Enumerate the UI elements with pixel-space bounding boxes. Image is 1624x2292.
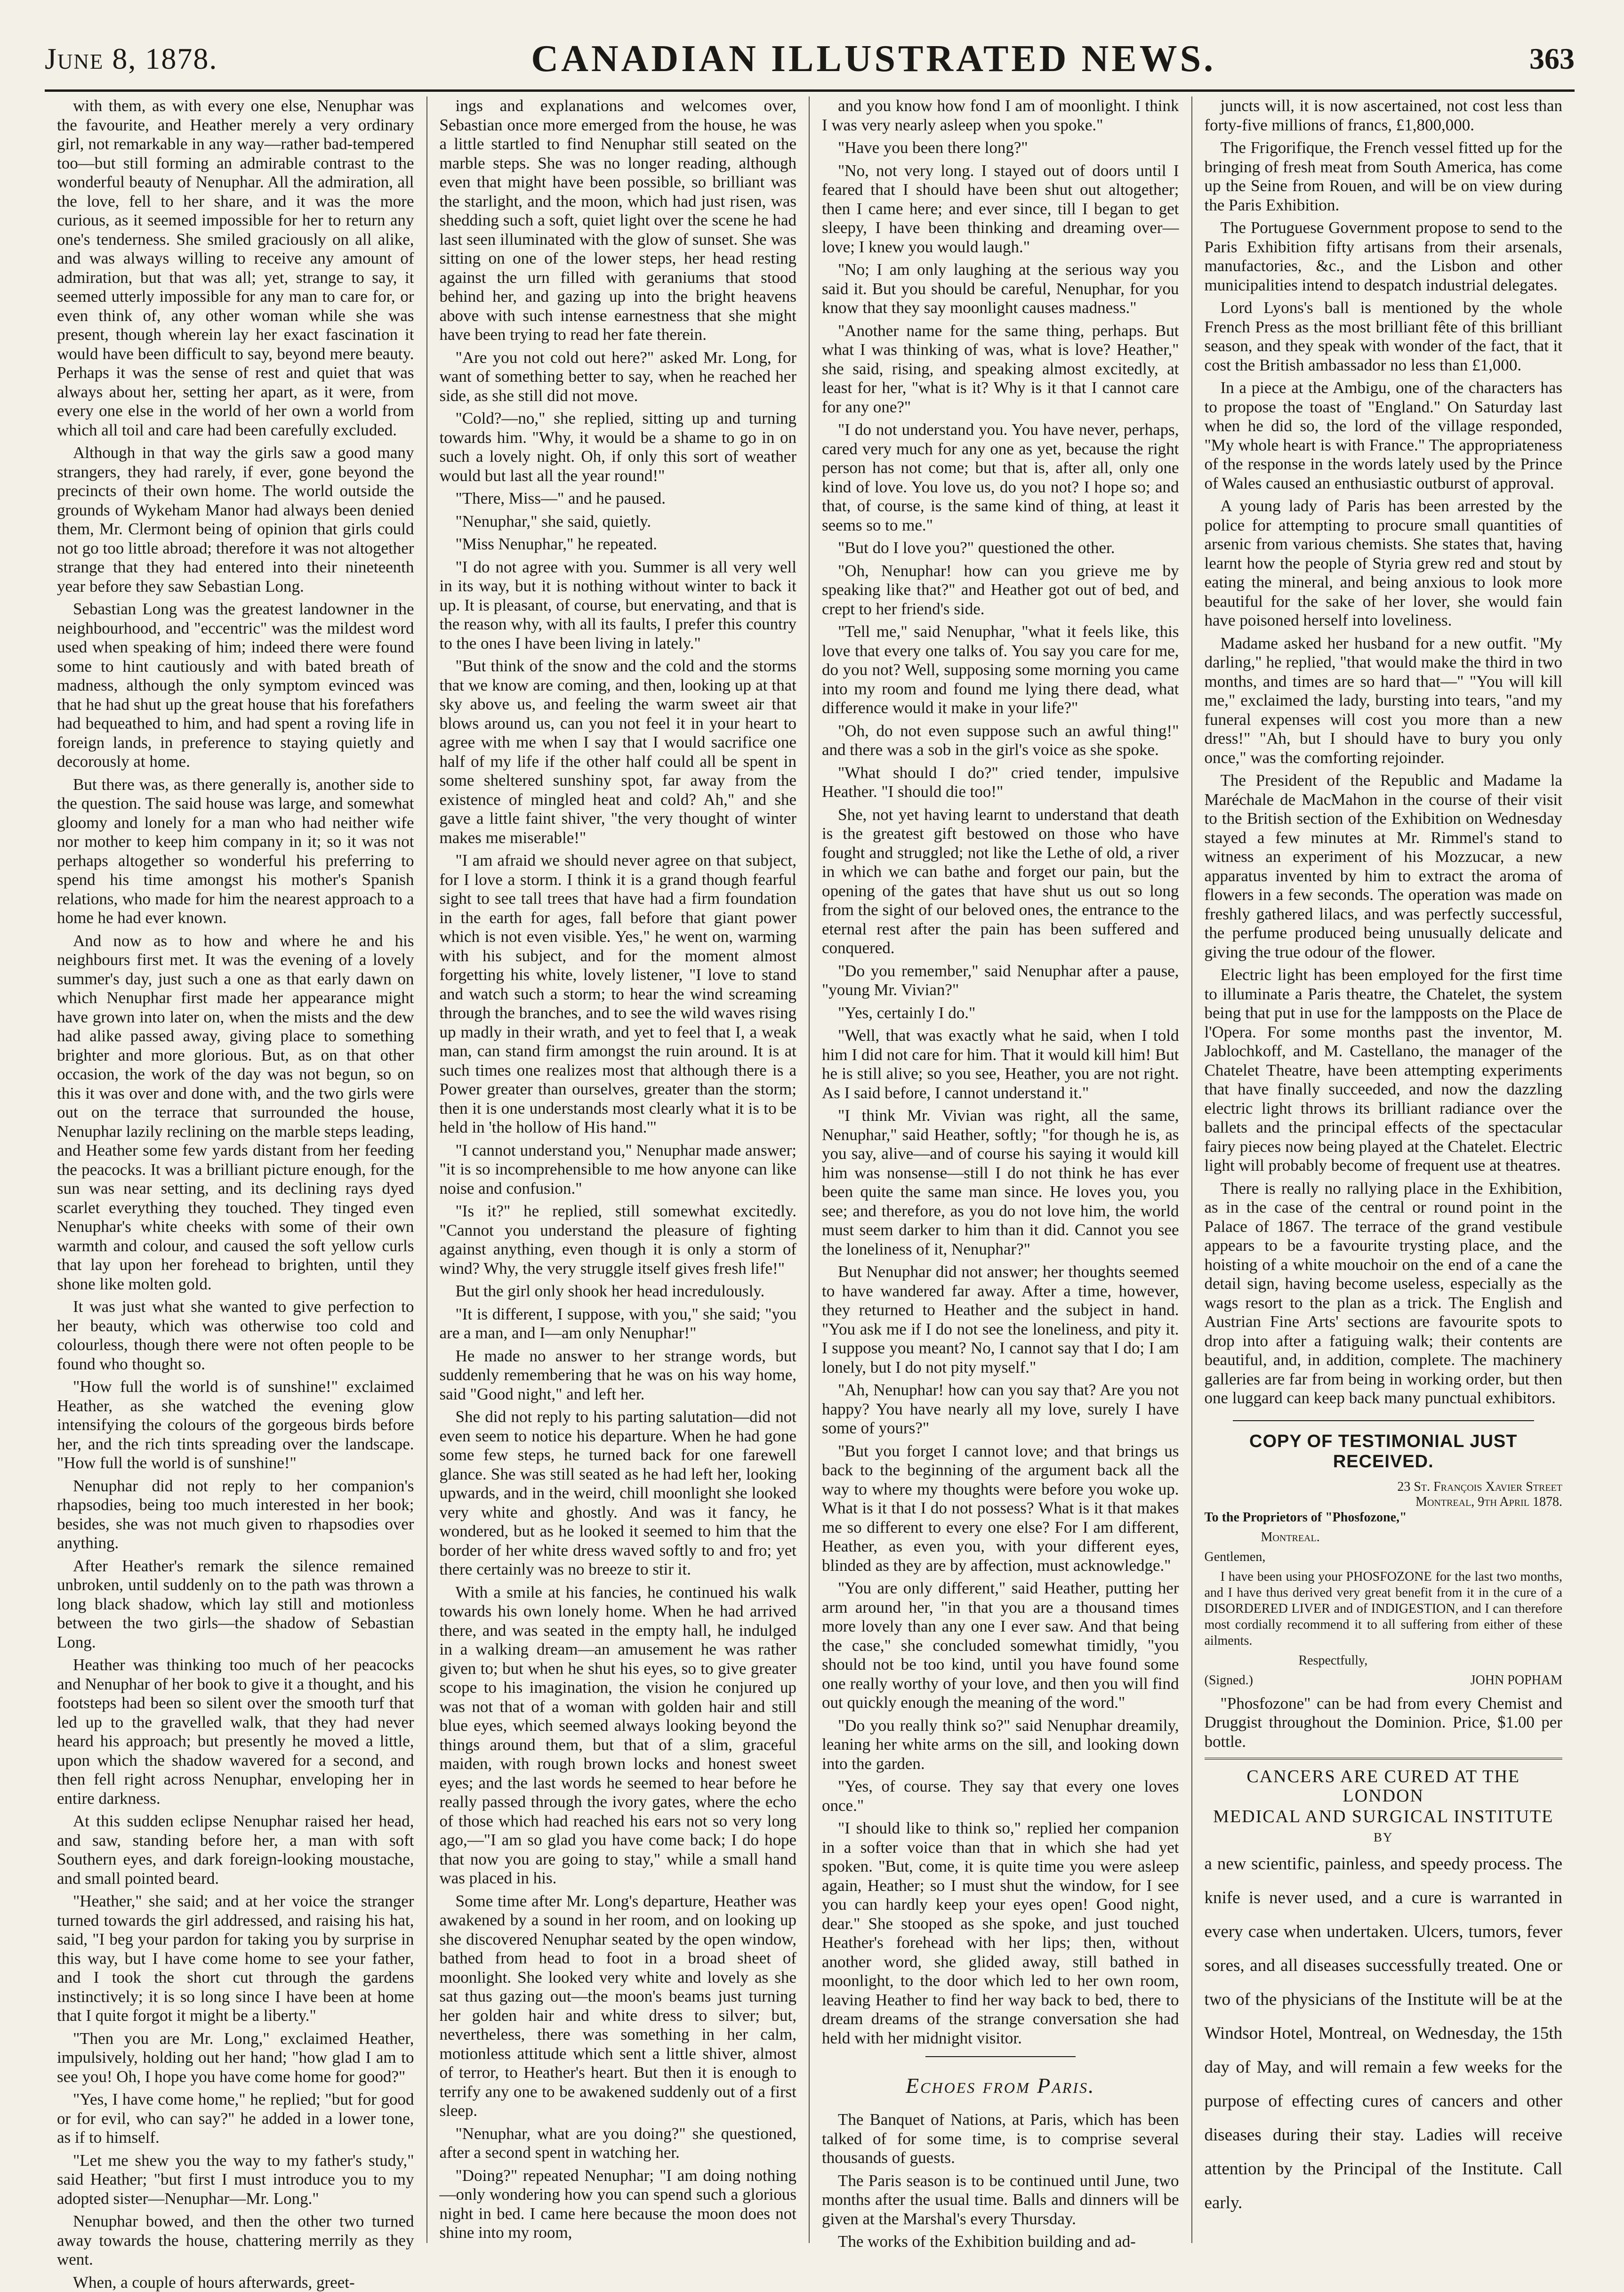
paragraph: "I cannot understand you," Nenuphar made answer; "it is so incomprehensible to me how anyone can like noise and confusion."	[440, 1141, 797, 1198]
paragraph: "What should I do?" cried tender, impulsive Heather. "I should die too!"	[822, 764, 1179, 802]
paragraph: "There, Miss—" and he paused.	[440, 489, 797, 508]
paragraph: And now as to how and where he and his neighbours first met. It was the evening of a lovely summer's day, just such a one as that early dawn on which Nenuphar first made her appearance might have grown into later on, when the mists and the dew had alike passed away, giving place to something brighter and more glorious. But, as on that other occasion, the work of the day was not begun, so on this it was over and done with, and the two girls were out on the terrace that surrounded the house, Nenuphar lazily reclining on the marble steps leading, and Heather some few yards distant from her feeding the peacocks. It was a brilliant picture enough, for the sun was near setting, and its declining rays dyed scarlet everything they touched. They tinged even Nenuphar's white cheeks with some of their own warmth and colour, and caused the soft yellow curls that lay upon her forehead to brighten, until they shone like molten gold.	[57, 932, 414, 1294]
paragraph: With a smile at his fancies, he continued his walk towards his own lonely home. When he had arrived there, and was seated in the empty hall, he indulged in a walking dream—an amusement he was rather given to; but when he shut his eyes, so to give greater scope to his imagination, the vision he conjured up was not that of a woman with golden hair and still blue eyes, which seemed always looking beyond the things around them, but that of a slim, graceful maiden, with rough brown locks and honest sweet eyes; and the last words he seemed to hear before he really passed through the ivory gates, where the echo of those which had reached his ears not so very long ago,—"I am so glad you have come back; I do hope that now you are going to stay," while a small hand was placed in his.	[440, 1583, 797, 1888]
paragraph: The works of the Exhibition building and ad-	[822, 2232, 1179, 2252]
newspaper-title: CANADIAN ILLUSTRATED NEWS.	[531, 38, 1216, 80]
paragraph: The Portuguese Government propose to send to the Paris Exhibition fifty artisans from their arsenals, manufactories, &c., and the Lisbon and other municipalities intend to despatch industrial delegates.	[1205, 218, 1563, 295]
paragraph: Nenuphar did not reply to her companion's rhapsodies, being too much interested in her book; besides, she was not much given to rhapsodies over anything.	[57, 1477, 414, 1553]
paragraph: There is really no rallying place in the Exhibition, as in the case of the central or round point in the Palace of 1867. The terrace of the grand vestibule appears to be a favourite trysting place, and the hoisting of a white mouchoir on the end of a cane the detail sign, having become useless, especially as the wags resort to the plan as a trick. The English and Austrian Fine Arts' sections are favourite spots to drop into after a fatiguing walk; their contents are beautiful, and, in addition, complete. The machinery galleries are far from being in working order, but then one luggard can keep back many punctual exhibitors.	[1205, 1179, 1563, 1408]
cancer-ad-head-2: MEDICAL AND SURGICAL INSTITUTE by	[1205, 1807, 1563, 1845]
column-3	[810, 97, 1192, 2243]
signer-name: JOHN POPHAM	[1471, 1673, 1562, 1689]
paragraph: "Oh, do not even suppose such an awful thing!" and there was a sob in the girl's voice as she spoke.	[822, 722, 1179, 760]
paragraph: "Heather," she said; and at her voice the stranger turned towards the girl addressed, and raising his hat, said, "I beg your pardon for taking you by surprise in this way, but I have come home to see your father, and I took the short cut through the gardens instinctively; it is so long since I have been at home that I quite forgot it might be a liberty."	[57, 1892, 414, 2026]
paragraph: He made no answer to her strange words, but suddenly remembering that he was on his way home, said "Good night," and left her.	[440, 1347, 797, 1404]
paragraph: "Is it?" he replied, still somewhat excitedly. "Cannot you understand the pleasure of fighting against anything, even though it is only a storm of wind? Why, the very struggle itself gives fresh life!"	[440, 1202, 797, 1278]
paragraph: ings and explanations and welcomes over, Sebastian once more emerged from the house, he was a little startled to find Nenuphar still seated on the marble steps. She was no longer reading, although even that might have been possible, so brilliant was the starlight, and the moon, which had just risen, was shedding such a soft, quiet light over the scene he had last seen illuminated with the glow of sunset. She was sitting on one of the lower steps, her head resting against the urn filled with geraniums that stood behind her, and gazing up into the bright heavens above with such intense earnestness that she might have been trying to read her fate therein.	[440, 97, 797, 345]
paragraph: "Miss Nenuphar," he repeated.	[440, 535, 797, 554]
paragraph: She did not reply to his parting salutation—did not even seem to notice his departure. When he had gone some few steps, he turned back for one farewell glance. She was still seated as he had left her, looking upwards, and in the weird, chill moonlight she looked very white and ghostly. And was it fancy, he wondered, but as he looked it seemed to him that the border of her white dress waved softly to and fro; yet there certainly was no breeze to stir it.	[440, 1407, 797, 1579]
paragraph: with them, as with every one else, Nenuphar was the favourite, and Heather merely a very ordinary girl, not remarkable in any way—rather bad-tempered too—but still forming an admirable contrast to the wonderful beauty of Nenuphar. All the admiration, all the love, fell to her share, and it was the more curious, as it seemed impossible for her to return any one's tenderness. She smiled graciously on all alike, and was always willing to receive any amount of admiration, but that was all; yet, strange to say, it seemed utterly impossible for any man to care for, or even think of, any other woman while she was present, though wherein lay her exact fascination it would have been difficult to say, beyond mere beauty. Perhaps it was the sense of rest and quiet that was always about her, setting her apart, as it were, from every one else in the world of her own a world from which all toil and care had been carefully excluded.	[57, 97, 414, 440]
paragraph: "Oh, Nenuphar! how can you grieve me by speaking like that?" and Heather got out of bed, and crept to her friend's side.	[822, 562, 1179, 619]
paragraph: "Tell me," said Nenuphar, "what it feels like, this love that every one talks of. You say you care for me, do you not? Well, supposing some morning you came into my room and found me lying there dead, what difference would it make in your life?"	[822, 622, 1179, 718]
column-2	[427, 97, 810, 2243]
page-number: 363	[1529, 41, 1575, 76]
testimonial-recipient: To the Proprietors of "Phosfozone,"	[1205, 1510, 1563, 1526]
cancer-ad-body: a new scientific, painless, and speedy process. The knife is never used, and a cure is warranted in every case when undertaken. Ulcers, tumors, fever sores, and all diseases successfully treated. One or two of the physicians of the Institute will be at the Windsor Hotel, Montreal, on Wednesday, the 15th day of May, and will remain a few weeks for the purpose of effecting cures of cancers and other diseases during their stay. Ladies will receive attention by the Principal of the Institute. Call early.	[1205, 1847, 1563, 2220]
testimonial-address: 23 St. François Xavier Street	[1205, 1480, 1563, 1495]
cancer-ad-head-1: CANCERS ARE CURED AT THE LONDON	[1205, 1767, 1563, 1805]
cancer-ad	[1205, 1758, 1563, 2220]
paragraph: After Heather's remark the silence remained unbroken, until suddenly on to the path was thrown a long black shadow, which lay still and motionless between the two girls—the shadow of Sebastian Long.	[57, 1557, 414, 1652]
paragraph: Although in that way the girls saw a good many strangers, they had rarely, if ever, gone beyond the precincts of their own home. The world outside the grounds of Wykeham Manor had always been denied them, Mr. Clermont being of opinion that girls could not go too little abroad; therefore it was not altogether strange that they had entered into their nineteenth year before they saw Sebastian Long.	[57, 443, 414, 596]
paris-echoes-continued	[1205, 97, 1563, 1408]
divider	[1233, 1420, 1535, 1421]
paragraph: "Have you been there long?"	[822, 138, 1179, 158]
paragraph: "I am afraid we should never agree on that subject, for I love a storm. I think it is a grand though fearful sight to see tall trees that have had a firm foundation in the earth for ages, fall before that giant power which is not even visible. Yes," he went on, warming with his subject, and for the moment almost forgetting his white, lovely listener, "I love to stand and watch such a storm; to hear the wind screaming through the branches, and to see the wild waves rising up madly in their wrath, and yet to feel that I, a weak man, can stand firm amongst the ruin around. It is at such times one realizes most that although there is a Power greater than ourselves, greater than the storm; then it is one understands most clearly what it is to be held in 'the hollow of His hand.'"	[440, 851, 797, 1137]
paragraph: When, a couple of hours afterwards, greet-	[57, 2273, 414, 2292]
testimonial-ad	[1205, 1431, 1563, 1752]
signed-label: (Signed.)	[1205, 1673, 1253, 1689]
phosfozone-note: "Phosfozone" can be had from every Chemist and Druggist throughout the Dominion. Price, $1.00 per bottle.	[1205, 1694, 1563, 1752]
paragraph: It was just what she wanted to give perfection to her beauty, which was otherwise too cold and colourless, though there were not often people to be found who thought so.	[57, 1297, 414, 1374]
paragraph: "I do not understand you. You have never, perhaps, cared very much for any one as yet, because the right person has not come; but that is, after all, only one kind of love. You love us, do you not? I hope so; and that, of course, is the same kind of thing, at least it seems so to me."	[822, 420, 1179, 535]
paragraph: "Doing?" repeated Nenuphar; "I am doing nothing—only wondering how you can spend such a glorious night in bed. I came here because the moon does not shine into my room,	[440, 2166, 797, 2243]
paragraph: "Do you remember," said Nenuphar after a pause, "young Mr. Vivian?"	[822, 962, 1179, 1000]
paragraph: Lord Lyons's ball is mentioned by the whole French Press as the most brilliant fête of this brilliant season, and they speak with wonder of the fact, that it cost the British ambassador no less than £1,000.	[1205, 298, 1563, 375]
paragraph: "Well, that was exactly what he said, when I told him I did not care for him. That it would kill him! But he is still alive; so you see, Heather, you are not right. As I said before, I cannot understand it."	[822, 1026, 1179, 1102]
paragraph: The President of the Republic and Madame la Maréchale de MacMahon in the course of their visit to the British section of the Exhibition on Wednesday stayed a few minutes at Mr. Rimmel's stand to witness an experiment of his Mozzucar, a new apparatus invented by him to extract the aroma of flowers in a few seconds. The operation was made on freshly gathered lilacs, and was perfectly successful, the perfume produced being unusually delicate and giving the true odour of the flower.	[1205, 771, 1563, 962]
paragraph: "Nenuphar, what are you doing?" she questioned, after a second spent in watching her.	[440, 2124, 797, 2163]
paragraph: Nenuphar bowed, and then the other two turned away towards the house, chattering merrily as they went.	[57, 2212, 414, 2269]
paragraph: juncts will, it is now ascertained, not cost less than forty-five millions of francs, £1,800,000.	[1205, 97, 1563, 135]
testimonial-closing: Respectfully,	[1205, 1653, 1563, 1669]
issue-date: June 8, 1878.	[45, 41, 217, 76]
paragraph: The Banquet of Nations, at Paris, which has been talked of for some time, is to comprise several thousands of guests.	[822, 2110, 1179, 2168]
paragraph: Sebastian Long was the greatest landowner in the neighbourhood, and "eccentric" was the mildest word used when speaking of him; indeed there were found some to hint cautiously and with bated breath of madness, although the only symptom evinced was that he had shut up the great house that his forefathers had bequeathed to him, and had spent a roving life in foreign lands, in preference to staying quietly and decorously at home.	[57, 600, 414, 772]
paragraph: "Yes, I have come home," he replied; "but for good or for evil, who can say?" he added in a lower tone, as if to himself.	[57, 2090, 414, 2147]
paragraph: "Ah, Nenuphar! how can you say that? Are you not happy? You have nearly all my love, surely I have some of yours?"	[822, 1381, 1179, 1438]
paragraph: "Let me shew you the way to my father's study," said Heather; "but first I must introduce you to my adopted sister—Nenuphar—Mr. Long."	[57, 2151, 414, 2209]
testimonial-recipient-place: Montreal.	[1205, 1529, 1563, 1545]
paragraph: Electric light has been employed for the first time to illuminate a Paris theatre, the Chatelet, the system being that put in use for the lampposts on the Place de l'Opera. For some months past the inventor, M. Jablochkoff, and M. Castellano, the manager of the Chatelet Theatre, have been attempting experiments that have finally succeeded, and now the dazzling electric light throws its brilliant radiance over the ballets and the principal effects of the spectacular fairy pieces now being played at the Chatelet. Electric light will probably become of frequent use at theatres.	[1205, 965, 1563, 1175]
paragraph: But Nenuphar did not answer; her thoughts seemed to have wandered far away. After a time, however, they returned to Heather and the subject in hand. "You ask me if I do not see the loneliness, and pity it. I suppose you meant? No, I cannot say that I do; I am lonely, but I do not pity myself."	[822, 1263, 1179, 1377]
paragraph: "Nenuphar," she said, quietly.	[440, 512, 797, 531]
paragraph: She, not yet having learnt to understand that death is the greatest gift bestowed on those who have fought and struggled; not like the Lethe of old, a river in which we can bathe and forget our pain, but the opening of the gates that have shut us out so long from the sight of our beloved ones, the entrance to the eternal rest after the pain has been suffered and conquered.	[822, 805, 1179, 958]
paragraph: "But think of the snow and the cold and the storms that we know are coming, and then, looking up at that sky above us, and feeling the warm sweet air that blows around us, can you not feel it in your heart to agree with me when I say that I would sacrifice one half of my life if the other half could all be spent in some sheltered sunshiny spot, far away from the existence of mingled heat and cold? Ah," and she gave a little faint shiver, "the very thought of winter makes me miserable!"	[440, 657, 797, 847]
section-heading: Echoes from Paris.	[822, 2073, 1179, 2098]
section-divider	[925, 2056, 1076, 2057]
paragraph: "Yes, certainly I do."	[822, 1004, 1179, 1023]
paragraph: "I should like to think so," replied her companion in a softer voice than that in which she had yet spoken. "But, come, it is quite time you were asleep again, Heather; so I must shut the window, for I see you can hardly keep your eyes open! Good night, dear." She stooped as she spoke, and just touched Heather's forehead with her lips; then, without another word, she glided away, still bathed in moonlight, to the door which led to her own room, leaving Heather to find her way back to bed, there to dream dreams of the strange conversation she had held with her midnight visitor.	[822, 1819, 1179, 2048]
paragraph: "Do you really think so?" said Nenuphar dreamily, leaning her white arms on the sill, and looking down into the garden.	[822, 1716, 1179, 1774]
paragraph: "Another name for the same thing, perhaps. But what I was thinking of was, what is love? Heather," she said, rising, and speaking almost excitedly, at least for her, "what is it? Why is it that I cannot care for any one?"	[822, 322, 1179, 417]
testimonial-body: I have been using your PHOSFOZONE for the last two months, and I have thus derived very great benefit from it in the cure of a DISORDERED LIVER and of INDIGESTION, and I can therefore most cordially recommend it to all suffering from either of these ailments.	[1205, 1569, 1563, 1649]
paragraph: "No, not very long. I stayed out of doors until I feared that I should have been shut out altogether; then I came here; and ever since, till I began to get sleepy, I have been thinking and dreaming over—love; I knew you would laugh."	[822, 161, 1179, 257]
paragraph: Heather was thinking too much of her peacocks and Nenuphar of her book to give it a thought, and his footsteps had been so silent over the smooth turf that led up to the gravelled walk, that they had never heard his approach; but presently he moved a little, upon which the shadow wavered for a second, and then fell right across Nenuphar, enveloping her in entire darkness.	[57, 1656, 414, 1808]
paragraph: The Paris season is to be continued until June, two months after the usual time. Balls and dinners will be given at the Marshal's every Thursday.	[822, 2171, 1179, 2229]
paragraph: "I think Mr. Vivian was right, all the same, Nenuphar," said Heather, softly; "for though he is, as you say, alive—and of course his saying it would kill him was nonsense—still I do not think he has ever been quite the same man since. He loves you, you see; and therefore, as you do not love him, the world must seem darker to him than it did. Cannot you see the loneliness of it, Nenuphar?"	[822, 1106, 1179, 1259]
paragraph: "How full the world is of sunshine!" exclaimed Heather, as she watched the evening glow intensifying the colours of the gorgeous birds before her, and the rich tints spreading over the landscape. "How full the world is of sunshine!"	[57, 1377, 414, 1473]
paragraph: "You are only different," said Heather, putting her arm around her, "in that you are a thousand times more lovely than any one I ever saw. And that being the case," she concluded somewhat timidly, "you should not be too kind, until you have found some one really worthy of your love, and then you will find out quickly enough the meaning of the word."	[822, 1579, 1179, 1713]
article-columns	[45, 97, 1575, 2243]
paragraph: The Frigorifique, the French vessel fitted up for the bringing of fresh meat from South America, has come up the Seine from Rouen, and will be on view during the Paris Exhibition.	[1205, 138, 1563, 215]
paragraph: "No; I am only laughing at the serious way you said it. But you should be careful, Nenuphar, for you know that they say moonlight causes madness."	[822, 260, 1179, 318]
testimonial-place-date: Montreal, 9th April 1878.	[1205, 1495, 1563, 1510]
paragraph: "Then you are Mr. Long," exclaimed Heather, impulsively, holding out her hand; "how glad I am to see you! Oh, I hope you have come home for good?"	[57, 2029, 414, 2087]
paragraph: But the girl only shook her head incredulously.	[440, 1282, 797, 1301]
paragraph: In a piece at the Ambigu, one of the characters has to propose the toast of "England." On Saturday last when he did so, the lord of the village responded, "My whole heart is with France." The appropriateness of the response in the words lately used by the Prince of Wales caused an enthusiastic outburst of approval.	[1205, 378, 1563, 493]
paragraph: "It is different, I suppose, with you," she said; "you are a man, and I—am only Nenuphar!"	[440, 1305, 797, 1343]
testimonial-salutation: Gentlemen,	[1205, 1549, 1563, 1565]
column-4	[1192, 97, 1575, 2243]
paragraph: "Cold?—no," she replied, sitting up and turning towards him. "Why, it would be a shame to go in on such a lovely night. Oh, if only this sort of weather would but last all the year round!"	[440, 409, 797, 485]
paragraph: At this sudden eclipse Nenuphar raised her head, and saw, standing before her, a man with soft Southern eyes, and dark foreign-looking moustache, and small pointed beard.	[57, 1812, 414, 1888]
paragraph: Some time after Mr. Long's departure, Heather was awakened by a sound in her room, and on looking up she discovered Nenuphar seated by the open window, bathed from head to foot in a broad sheet of moonlight. She looked very white and lovely as she sat thus gazing out—the moon's beams just turning her golden hair and white dress to silver; but, nevertheless, there was something in her calm, motionless attitude which sent a little shiver, almost of terror, to Heather's heart. But then it is enough to terrify any one to be awakened suddenly out of a first sleep.	[440, 1892, 797, 2121]
paragraph: "But do I love you?" questioned the other.	[822, 539, 1179, 558]
paragraph: Madame asked her husband for a new outfit. "My darling," he replied, "that would make the third in two months, and times are so hard that—" "You will kill me," exclaimed the lady, bursting into tears, "and my funeral expenses will cost you more than a new dress!" "Ah, but I should have to bury you only once," was the comforting rejoinder.	[1205, 634, 1563, 768]
paragraph: "Are you not cold out here?" asked Mr. Long, for want of something better to say, when he reached her side, as she still did not move.	[440, 348, 797, 406]
masthead	[45, 28, 1575, 92]
testimonial-title: COPY OF TESTIMONIAL JUST RECEIVED.	[1205, 1431, 1563, 1472]
paragraph: But there was, as there generally is, another side to the question. The said house was large, and somewhat gloomy and lonely for a man who had neither wife nor mother to keep him company in it; so it was not perhaps altogether so wonderful his preferring to spend his time amongst his mother's Spanish relations, who made for him the nearest approach to a home he had ever known.	[57, 775, 414, 928]
paragraph: "I do not agree with you. Summer is all very well in its way, but it is nothing without winter to back it up. It is pleasant, of course, but enervating, and that is the reason why, with all its faults, I prefer this country to the ones I have been living in lately."	[440, 558, 797, 653]
testimonial-signature	[1205, 1673, 1563, 1689]
paragraph: "Yes, of course. They say that every one loves once."	[822, 1777, 1179, 1815]
paragraph: and you know how fond I am of moonlight. I think I was very nearly asleep when you spoke."	[822, 97, 1179, 135]
paragraph: A young lady of Paris has been arrested by the police for attempting to procure small quantities of arsenic from various chemists. She states that, having learnt how the people of Styria grew red and stout by eating the mineral, and being anxious to look more beautiful for the sake of her lover, she would fain have poisoned herself into loveliness.	[1205, 497, 1563, 630]
column-1	[45, 97, 427, 2243]
paragraph: "But you forget I cannot love; and that brings us back to the beginning of the argument back all the way to where my thoughts were before you woke up. What is it that I do not possess? What is it that makes me so different to every one else? For I am different, Heather, as even you, with your different eyes, blinded as they are by affection, must acknowledge."	[822, 1442, 1179, 1576]
